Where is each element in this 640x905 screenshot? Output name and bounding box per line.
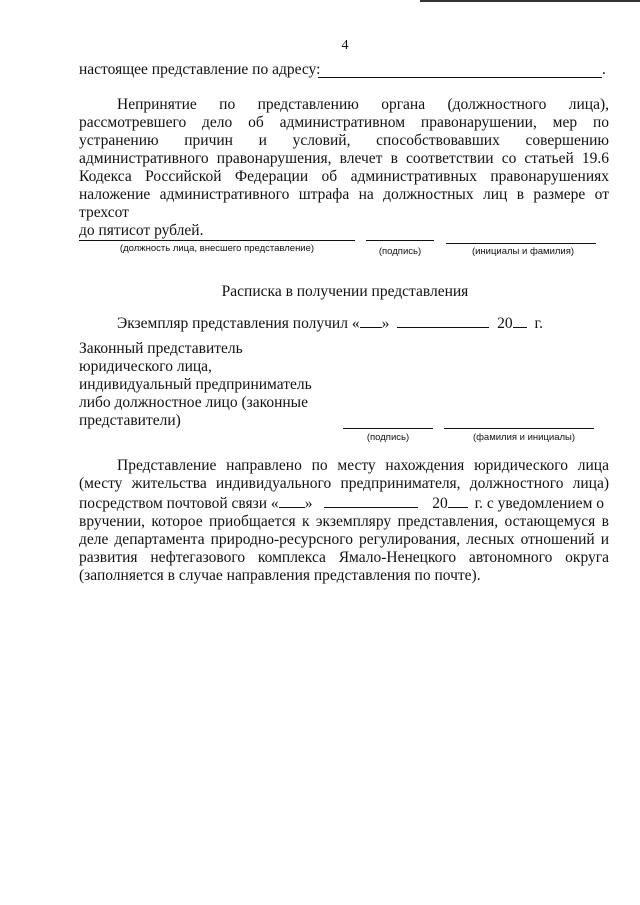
mail-line: развития нефтегазового комплекса Ямало-Ненецкого автономного округа <box>79 549 609 566</box>
post-year: 20 <box>432 495 448 512</box>
penalty-line: рассмотревшего дело об административном правонарушении, мер по <box>79 114 609 131</box>
mail-post-line <box>79 493 609 513</box>
page-number: 4 <box>341 38 349 53</box>
signature-line <box>366 240 434 241</box>
receipt-name-line <box>444 428 594 429</box>
post-month-blank <box>324 493 418 508</box>
penalty-line: до пятисот рублей. <box>79 222 204 239</box>
name-line <box>446 243 596 244</box>
mail-line: вручении, которое приобщается к экземпляру представления, остающемуся в <box>79 513 609 530</box>
post-prefix: посредством почтовой связи « <box>79 495 279 512</box>
address-end: . <box>602 61 606 78</box>
year-suffix: г. <box>534 315 543 332</box>
representative-line: представители) <box>79 412 181 429</box>
post-year-blank <box>448 493 468 508</box>
year-blank <box>513 313 527 328</box>
penalty-line: устранению причин и условий, способствовавших совершению <box>79 132 609 149</box>
post-suffix: г. с уведомлением о <box>474 495 604 512</box>
mail-paragraph <box>79 457 609 585</box>
address-label: настоящее представление по адресу: <box>79 61 321 78</box>
address-blank <box>318 77 602 78</box>
mail-line: Представление направлено по месту нахождения юридического лица <box>117 457 609 474</box>
receipt-name-caption: (фамилия и инициалы) <box>472 432 576 443</box>
day-blank <box>360 313 382 328</box>
post-mid: » <box>304 495 313 512</box>
signature-caption: (подпись) <box>378 246 422 257</box>
mail-line: деле департамента природно-ресурсного регулирования, лесных отношений и <box>79 531 609 548</box>
penalty-paragraph <box>79 96 609 240</box>
position-line <box>79 240 355 241</box>
representative-block <box>79 340 312 430</box>
position-caption: (должность лица, внесшего представление) <box>119 243 315 254</box>
mail-line: (месту жительства индивидуального предпринимателя, должностного лица) <box>79 475 609 492</box>
representative-line: Законный представитель <box>79 340 243 357</box>
copy-received-line <box>117 313 543 333</box>
penalty-line: Непринятие по представлению органа (должностного лица), <box>117 96 609 113</box>
penalty-line: Кодекса Российской Федерации об административных правонарушениях <box>79 168 609 185</box>
penalty-line: наложение административного штрафа на должностных лиц в размере от трехсот <box>79 186 609 221</box>
representative-line: либо должностное лицо (законные <box>79 394 308 411</box>
representative-line: юридического лица, <box>79 358 212 375</box>
name-caption: (инициалы и фамилия) <box>471 246 575 257</box>
copy-received-mid: » <box>381 315 390 332</box>
receipt-signature-line <box>343 428 433 429</box>
copy-received-prefix: Экземпляр представления получил « <box>117 315 360 332</box>
year-prefix: 20 <box>497 315 513 332</box>
receipt-signature-caption: (подпись) <box>366 432 410 443</box>
month-blank <box>397 313 489 328</box>
top-edge-rule <box>420 0 640 2</box>
representative-line: индивидуальный предприниматель <box>79 376 312 393</box>
receipt-title: Расписка в получении представления <box>221 283 469 300</box>
penalty-line: административного правонарушения, влечет в соответствии со статьей 19.6 <box>79 150 609 167</box>
mail-line: (заполняется в случае направления представления по почте). <box>79 567 481 584</box>
post-day-blank <box>279 493 305 508</box>
